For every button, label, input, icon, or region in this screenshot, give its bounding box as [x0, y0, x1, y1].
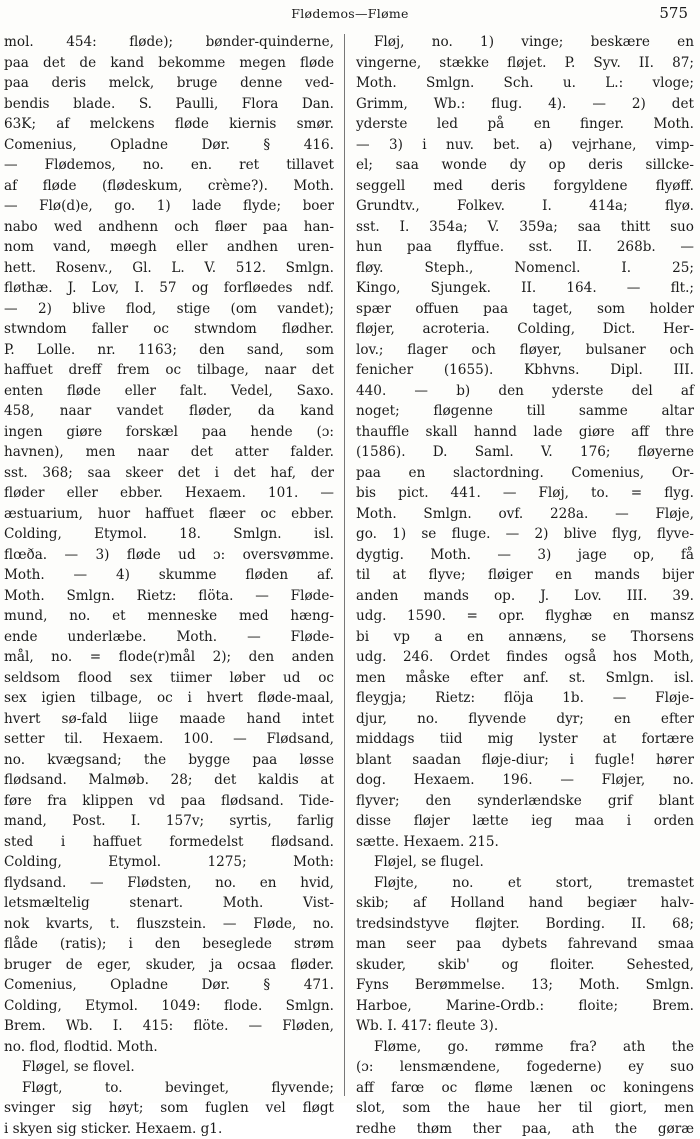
text-line: svinger sig høyt; som fuglen vel fløgt — [4, 1098, 334, 1119]
text-line: Grimm, Wb.: flug. 4). — 2) det — [356, 94, 694, 115]
text-line: sst. 368; saa skeer det i det haf, der — [4, 463, 334, 484]
text-line: sted i haffuet formedelst flødsand. — [4, 832, 334, 853]
text-line: Colding, Etymol. 18. Smlgn. isl. — [4, 524, 334, 545]
text-line: hvert sø-fald liige maade hand intet — [4, 709, 334, 730]
text-line: fenicher (1655). Kbhvns. Dipl. III. — [356, 360, 694, 381]
text-line: Fløgel, se flovel. — [4, 1057, 334, 1078]
text-line: dog. Hexaem. 196. — Fløjer, no. — [356, 770, 694, 791]
text-line: nok kvarts, t. fluszstein. — Fløde, no. — [4, 914, 334, 935]
text-line: mol. 454: fløde); bønder-quinderne, — [4, 32, 334, 53]
text-line: Fløgt, to. bevinget, flyvende; — [4, 1078, 334, 1099]
text-line: fløder eller ebber. Hexaem. 101. — — [4, 483, 334, 504]
text-line: mål, no. = flode(r)mål 2); den anden — [4, 647, 334, 668]
text-line: — 2) blive flod, stige (om vandet); — [4, 299, 334, 320]
text-line: yderste led på en finger. Moth. — [356, 114, 694, 135]
text-line: hun paa flyffue. sst. II. 268b. — — [356, 237, 694, 258]
text-line: fleygja; Rietz: flöja 1b. — Fløje- — [356, 688, 694, 709]
text-line: 458, naar vandet fløder, da kand — [4, 401, 334, 422]
text-line: anden mands op. J. Lov. III. 39. — [356, 586, 694, 607]
text-line: ende underlæbe. Moth. — Fløde- — [4, 627, 334, 648]
text-line: Harboe, Marine-Ordb.: floite; Brem. — [356, 996, 694, 1017]
text-line: bendis blade. S. Paulli, Flora Dan. — [4, 94, 334, 115]
text-line: flyver; den synderlændske grif blant — [356, 791, 694, 812]
text-line: djur, no. flyvende dyr; en efter — [356, 709, 694, 730]
text-line: disse fløjer lætte ieg maa i orden — [356, 811, 694, 832]
text-line: Colding, Etymol. 1049: flode. Smlgn. — [4, 996, 334, 1017]
text-line: Comenius, Opladne Dør. § 471. — [4, 975, 334, 996]
text-line: paa en slactordning. Comenius, Or- — [356, 463, 694, 484]
text-line: letsmæltelig stenart. Moth. Vist- — [4, 893, 334, 914]
text-line: seggell med deris forgyldene flyøff. — [356, 176, 694, 197]
text-line: Wb. I. 417: fleute 3). — [356, 1016, 694, 1037]
text-line: middags tiid mig lyster at fortære — [356, 729, 694, 750]
text-line: seldsom flood sex tiimer løber ud oc — [4, 668, 334, 689]
text-line: føre fra klippen vd paa flødsand. Tide- — [4, 791, 334, 812]
page-number: 575 — [659, 4, 688, 22]
text-line: sætte. Hexaem. 215. — [356, 832, 694, 853]
text-line: Fløme, go. rømme fra? ath the — [356, 1037, 694, 1058]
text-line: i skyen sig sticker. Hexaem. g1. — [4, 1119, 334, 1139]
text-line: bis pict. 441. — Fløj, to. = flyg. — [356, 483, 694, 504]
text-line: fløthæ. J. Lov, I. 57 og forfløedes ndf. — [4, 278, 334, 299]
text-line: — Flødemos, no. en. ret tillavet — [4, 155, 334, 176]
text-line: Colding, Etymol. 1275; Moth: — [4, 852, 334, 873]
text-line: — 3) i nuv. bet. a) vejrhane, vimp- — [356, 135, 694, 156]
text-line: udg. 1590. = opr. flyghæ en mansz — [356, 606, 694, 627]
text-line: flødsand. Malmøb. 28; det kaldis at — [4, 770, 334, 791]
text-line: fløjer, acroteria. Colding, Dict. Her- — [356, 319, 694, 340]
text-line: nabo wed andhenn och fløer paa han- — [4, 217, 334, 238]
text-line: bruger de eger, skuder, ja ocsaa fløder. — [4, 955, 334, 976]
text-line: til at flyve; fløiger en mands bijer — [356, 565, 694, 586]
text-line: sst. I. 354a; V. 359a; saa thitt suo — [356, 217, 694, 238]
text-line: 440. — b) den yderste del af — [356, 381, 694, 402]
text-line: tredsindstyve fløjter. Bording. II. 68; — [356, 914, 694, 935]
text-line: el; saa wonde dy op deris sillcke- — [356, 155, 694, 176]
text-line: haffuet dreff frem oc tilbage, naar det — [4, 360, 334, 381]
text-line: æstuarium, huor haffuet flæer oc ebber. — [4, 504, 334, 525]
text-line: sex igien tilbage, oc i hvert fløde-maal, — [4, 688, 334, 709]
right-column — [356, 32, 694, 1102]
text-line: lov.; flager och fløyer, bulsaner och — [356, 340, 694, 361]
text-line: men måske efter anf. st. Smlgn. isl. — [356, 668, 694, 689]
text-line: aff farœ oc fløme lænen oc koningens — [356, 1078, 694, 1099]
text-line: hett. Rosenv., Gl. L. V. 512. Smlgn. — [4, 258, 334, 279]
text-line: setter til. Hexaem. 100. — Flødsand, — [4, 729, 334, 750]
text-line: dygtig. Moth. — 3) jage op, få — [356, 545, 694, 566]
text-line: paa deris melck, bruge denne ved- — [4, 73, 334, 94]
text-line: nom vand, møegh eller andhen uren- — [4, 237, 334, 258]
text-line: P. Lolle. nr. 1163; den sand, som — [4, 340, 334, 361]
text-line: Grundtv., Folkev. I. 414a; flyø. — [356, 196, 694, 217]
text-line: noget; fløgenne till samme altar — [356, 401, 694, 422]
running-head: Flødemos—Fløme — [0, 6, 700, 21]
text-line: stwndom faller oc stwndom flødher. — [4, 319, 334, 340]
text-line: paa det de kand bekomme megen fløde — [4, 53, 334, 74]
text-line: Fløj, no. 1) vinge; beskære en — [356, 32, 694, 53]
text-line: no. flod, flodtid. Moth. — [4, 1037, 334, 1058]
text-line: skuder, skib' og floiter. Sehested, — [356, 955, 694, 976]
text-line: (1586). D. Saml. V. 176; fløyerne — [356, 442, 694, 463]
left-column — [4, 32, 334, 1102]
text-line: enten fløde eller falt. Vedel, Saxo. — [4, 381, 334, 402]
page-header — [0, 4, 700, 26]
text-line: Moth. Smlgn. ovf. 228a. — Fløje, — [356, 504, 694, 525]
text-line: man seer paa dybets fahrevand smaa — [356, 934, 694, 955]
text-line: Moth. Smlgn. Sch. u. L.: vloge; — [356, 73, 694, 94]
text-line: Moth. Smlgn. Rietz: flöta. — Fløde- — [4, 586, 334, 607]
text-line: flåde (ratis); i den beseglede strøm — [4, 934, 334, 955]
text-line: spær offuen paa taget, som holder — [356, 299, 694, 320]
text-line: Kingo, Sjungek. II. 164. — flt.; — [356, 278, 694, 299]
text-line: Fløjte, no. et stort, tremastet — [356, 873, 694, 894]
text-line: flydsand. — Flødsten, no. en hvid, — [4, 873, 334, 894]
text-line: slot, som the haue her til giort, men — [356, 1098, 694, 1119]
text-line: vingerne, stække fløjet. P. Syv. II. 87; — [356, 53, 694, 74]
text-line: Brem. Wb. I. 415: flöte. — Fløden, — [4, 1016, 334, 1037]
text-line: mand, Post. I. 157v; syrtis, farlig — [4, 811, 334, 832]
text-line: ingen giøre forskæl paa hende (ɔ: — [4, 422, 334, 443]
text-line: Comenius, Opladne Dør. § 416. — [4, 135, 334, 156]
text-line: 63K; af melckens fløde kiernis smør. — [4, 114, 334, 135]
text-line: Fyns Berømmelse. 13; Moth. Smlgn. — [356, 975, 694, 996]
text-line: no. kvægsand; the bygge paa løsse — [4, 750, 334, 771]
text-line: go. 1) se fluge. — 2) blive flyg, flyve- — [356, 524, 694, 545]
text-line: thauffle skall hannd lade giøre aff thre — [356, 422, 694, 443]
text-line: — Flø(d)e, go. 1) lade flyde; boer — [4, 196, 334, 217]
text-line: havnen), men naar det atter falder. — [4, 442, 334, 463]
text-line: (ɔ: lensmændene, fogederne) ey suo — [356, 1057, 694, 1078]
text-line: af fløde (flødeskum, crème?). Moth. — [4, 176, 334, 197]
text-line: mund, no. et menneske med hæng- — [4, 606, 334, 627]
column-divider — [344, 34, 345, 1096]
text-line: fløy. Steph., Nomencl. I. 25; — [356, 258, 694, 279]
text-line: udg. 246. Ordet findes også hos Moth, — [356, 647, 694, 668]
text-line: flœða. — 3) fløde ud ɔ: oversvømme. — [4, 545, 334, 566]
text-line: skib; af Holland hand begiær halv- — [356, 893, 694, 914]
text-line: bi vp a en annæns, se Thorsens — [356, 627, 694, 648]
text-line: redhe thøm ther paa, ath the gøræ — [356, 1119, 694, 1139]
text-line: Fløjel, se flugel. — [356, 852, 694, 873]
text-line: Moth. — 4) skumme fløden af. — [4, 565, 334, 586]
text-line: blant saadan fløje-diur; i fugle! hører — [356, 750, 694, 771]
